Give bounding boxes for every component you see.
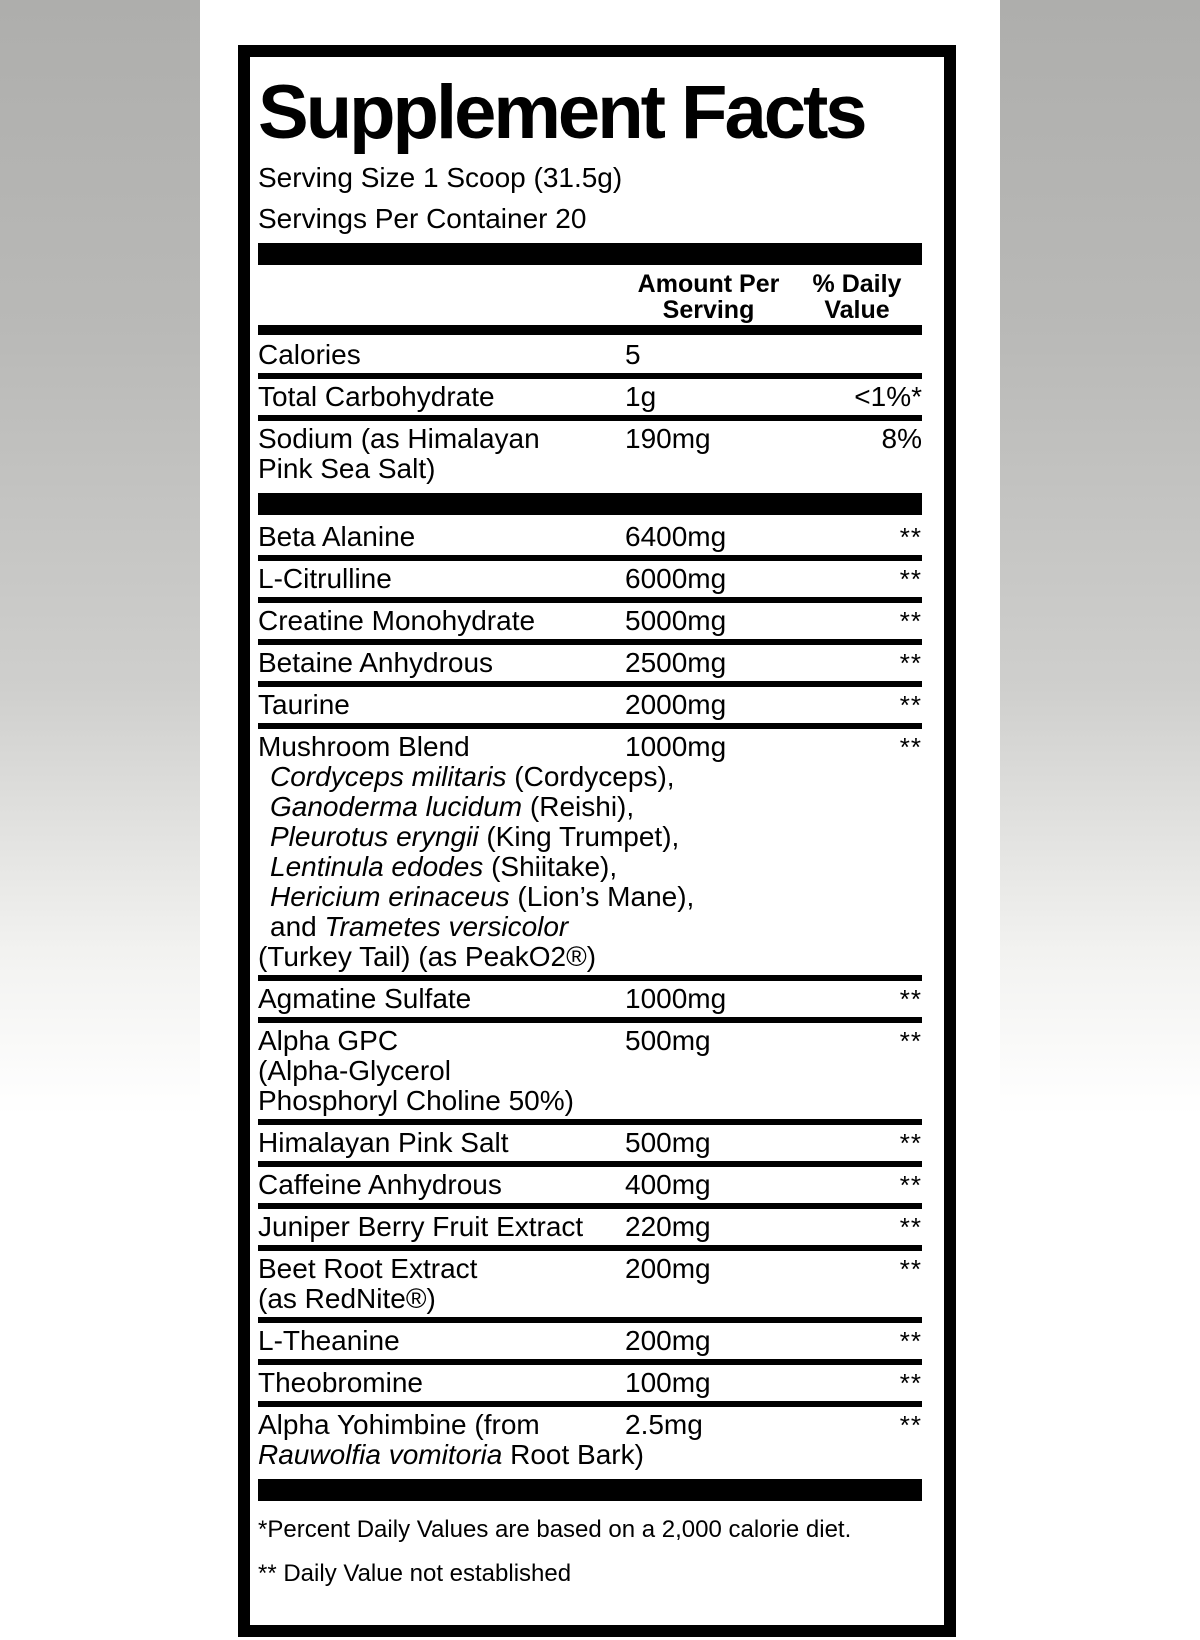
ingredient-daily-value: ** — [899, 690, 922, 720]
ingredient-name: L-Citrulline — [258, 563, 392, 594]
section-divider-bar — [258, 243, 922, 265]
ingredient-name: Creatine Monohydrate — [258, 605, 536, 636]
ingredient-amount: 2500mg — [625, 647, 727, 678]
ingredient-row-main — [258, 424, 922, 454]
ingredient-row-main — [258, 732, 922, 762]
ingredient-amount: 500mg — [625, 1127, 711, 1158]
label-panel — [200, 0, 1000, 1640]
ingredient-sub-line: (Turkey Tail) (as PeakO2®) — [258, 941, 597, 972]
column-header-spacer — [258, 271, 625, 323]
ingredient-name: Taurine — [258, 689, 350, 720]
ingredient-amount: 1000mg — [625, 731, 727, 762]
ingredient-name: L-Theanine — [258, 1325, 400, 1356]
ingredient-name: Alpha Yohimbine (from — [258, 1409, 540, 1440]
ingredient-row-main — [258, 382, 922, 412]
section-divider-bar — [258, 493, 922, 515]
column-header-row — [258, 271, 922, 323]
ingredient-name: Sodium (as Himalayan — [258, 423, 540, 454]
ingredient-amount: 6400mg — [625, 521, 727, 552]
ingredient-daily-value: ** — [899, 522, 922, 552]
ingredient-row-main — [258, 1326, 922, 1356]
ingredient-row — [258, 519, 922, 561]
ingredient-sub-line: Lentinula edodes (Shiitake), — [270, 851, 618, 882]
ingredient-amount: 200mg — [625, 1253, 711, 1284]
ingredient-amount: 220mg — [625, 1211, 711, 1242]
ingredient-name: Calories — [258, 339, 361, 370]
ingredient-daily-value: ** — [899, 1410, 922, 1440]
ingredient-name: Beet Root Extract — [258, 1253, 478, 1284]
ingredient-row — [258, 1365, 922, 1407]
footnote-daily-values: *Percent Daily Values are based on a 2,000 calorie diet. — [258, 1516, 852, 1543]
ingredient-row-main — [258, 1254, 922, 1284]
ingredient-row — [258, 1023, 922, 1125]
ingredient-amount: 5000mg — [625, 605, 727, 636]
ingredient-row — [258, 337, 922, 379]
ingredient-amount: 1g — [625, 381, 657, 412]
ingredient-row — [258, 687, 922, 729]
ingredient-daily-value: ** — [899, 984, 922, 1014]
ingredient-rows — [258, 519, 922, 1473]
ingredient-amount: 200mg — [625, 1325, 711, 1356]
ingredient-amount: 190mg — [625, 423, 711, 454]
ingredient-row-main — [258, 1212, 922, 1242]
ingredient-daily-value: 8% — [881, 423, 922, 454]
ingredient-sub-line: Ganoderma lucidum (Reishi), — [270, 791, 635, 822]
footnotes — [258, 1515, 922, 1589]
ingredient-row-main — [258, 1026, 922, 1056]
ingredient-daily-value: ** — [899, 732, 922, 762]
ingredient-name: Mushroom Blend — [258, 731, 470, 762]
ingredient-row-main — [258, 606, 922, 636]
supplement-facts-title: Supplement Facts — [258, 70, 865, 155]
ingredient-row — [258, 421, 922, 487]
ingredient-amount: 500mg — [625, 1025, 711, 1056]
ingredient-daily-value: ** — [899, 1254, 922, 1284]
footnote-dv-not-established: ** Daily Value not established — [258, 1560, 572, 1587]
ingredient-row — [258, 645, 922, 687]
supplement-facts-box — [238, 45, 956, 1637]
ingredient-daily-value: ** — [899, 1212, 922, 1242]
ingredient-row-main — [258, 564, 922, 594]
ingredient-row — [258, 1407, 922, 1473]
ingredient-row — [258, 1323, 922, 1365]
ingredient-row — [258, 1125, 922, 1167]
ingredient-name: Juniper Berry Fruit Extract — [258, 1211, 584, 1242]
ingredient-row-main — [258, 984, 922, 1014]
ingredient-sub-line: and Trametes versicolor — [270, 911, 569, 942]
ingredient-daily-value: <1%* — [854, 381, 922, 412]
ingredient-amount: 5 — [625, 339, 641, 370]
ingredient-sub-line: (as RedNite®) — [258, 1283, 436, 1314]
ingredient-name: Caffeine Anhydrous — [258, 1169, 502, 1200]
ingredient-row — [258, 1209, 922, 1251]
column-header-amount: Amount Per Serving — [637, 270, 780, 324]
ingredient-row-main — [258, 690, 922, 720]
column-header-daily-value: % Daily Value — [812, 270, 902, 324]
ingredient-daily-value: ** — [899, 648, 922, 678]
header-divider-bar — [258, 325, 922, 335]
ingredient-name: Himalayan Pink Salt — [258, 1127, 509, 1158]
ingredient-sub-line: Cordyceps militaris (Cordyceps), — [270, 761, 675, 792]
ingredient-daily-value: ** — [899, 1026, 922, 1056]
ingredient-amount: 6000mg — [625, 563, 727, 594]
ingredient-name: Agmatine Sulfate — [258, 983, 472, 1014]
ingredient-sub-line: Rauwolfia vomitoria Root Bark) — [258, 1439, 644, 1470]
ingredient-name: Beta Alanine — [258, 521, 416, 552]
nutrition-rows — [258, 337, 922, 487]
ingredient-row — [258, 561, 922, 603]
ingredient-name: Theobromine — [258, 1367, 423, 1398]
ingredient-sub-line: Pleurotus eryngii (King Trumpet), — [270, 821, 680, 852]
ingredient-amount: 2000mg — [625, 689, 727, 720]
servings-per-container-line: Servings Per Container 20 — [258, 203, 587, 234]
ingredient-sub-line: Phosphoryl Choline 50%) — [258, 1085, 574, 1116]
ingredient-sub-line: (Alpha-Glycerol — [258, 1055, 451, 1086]
ingredient-row — [258, 1167, 922, 1209]
ingredient-row-main — [258, 1368, 922, 1398]
ingredient-amount: 1000mg — [625, 983, 727, 1014]
ingredient-row-main — [258, 340, 922, 370]
ingredient-name: Betaine Anhydrous — [258, 647, 494, 678]
ingredient-row-main — [258, 648, 922, 678]
ingredient-row-main — [258, 1170, 922, 1200]
ingredient-row — [258, 1251, 922, 1323]
section-divider-bar — [258, 1479, 922, 1501]
ingredient-amount: 2.5mg — [625, 1409, 703, 1440]
ingredient-name: Alpha GPC — [258, 1025, 399, 1056]
ingredient-row — [258, 729, 922, 981]
ingredient-daily-value: ** — [899, 1170, 922, 1200]
ingredient-sub-line: Hericium erinaceus (Lion’s Mane), — [270, 881, 695, 912]
ingredient-row — [258, 603, 922, 645]
ingredient-daily-value: ** — [899, 1128, 922, 1158]
ingredient-daily-value: ** — [899, 1368, 922, 1398]
ingredient-daily-value: ** — [899, 564, 922, 594]
ingredient-row-main — [258, 522, 922, 552]
ingredient-amount: 400mg — [625, 1169, 711, 1200]
ingredient-row — [258, 981, 922, 1023]
ingredient-row-main — [258, 1128, 922, 1158]
ingredient-daily-value: ** — [899, 606, 922, 636]
ingredient-amount: 100mg — [625, 1367, 711, 1398]
serving-size-line: Serving Size 1 Scoop (31.5g) — [258, 162, 623, 193]
ingredient-sub-line: Pink Sea Salt) — [258, 453, 436, 484]
ingredient-row — [258, 379, 922, 421]
ingredient-name: Total Carbohydrate — [258, 381, 495, 412]
ingredient-daily-value: ** — [899, 1326, 922, 1356]
ingredient-row-main — [258, 1410, 922, 1440]
